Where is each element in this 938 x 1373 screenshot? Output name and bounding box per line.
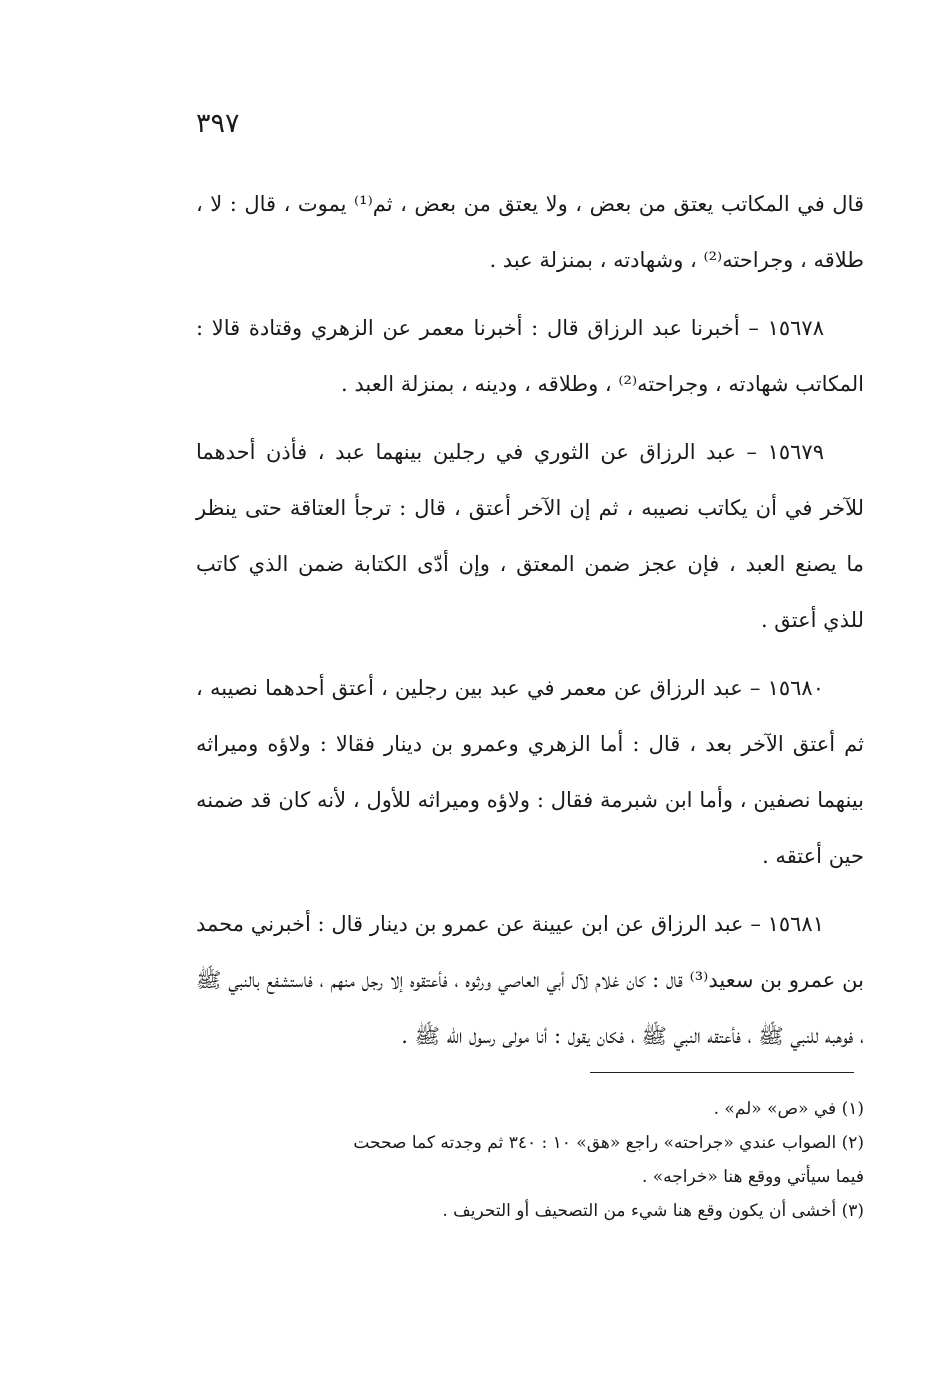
footnote-divider [590, 1072, 854, 1073]
footnote-1: (١) في «ص» «لم» . [713, 1099, 864, 1119]
paragraph-15681: ١٥٦٨١ – عبد الرزاق عن ابن عيينة عن عمرو بن دينار قال : أخبرني محمد بن عمرو بن سعيد⁽³⁾ قال : كان غلام لآل أبي العاصي ورثوه ، فأعتقوه إلا رجل منهم ، فاستشفع بالنبي ﷺ ، فوهبه للنبي ﷺ ، فأعتقه النبي ﷺ ، فكان يقول : أنا مولى رسول الله ﷺ . [196, 912, 864, 1048]
footnote-2: (٢) الصواب عندي «جراحته» راجع «هق» ١٠ : ٣٤٠ ثم وجدته كما صححت [353, 1133, 864, 1153]
main-text [196, 176, 864, 1076]
paragraph-continuation: قال في المكاتب يعتق من بعض ، ولا يعتق من بعض ، ثم⁽¹⁾ يموت ، قال : لا ، طلاقه ، وجراحته⁽²⁾ ، وشهادته ، بمنزلة عبد . [196, 192, 864, 272]
page-number: ٣٩٧ [196, 108, 240, 139]
paragraph-15678: ١٥٦٧٨ – أخبرنا عبد الرزاق قال : أخبرنا معمر عن الزهري وقتادة قالا : المكاتب شهادته ، وجراحته⁽²⁾ ، وطلاقه ، ودينه ، بمنزلة العبد . [196, 316, 864, 396]
footnote-3: (٣) أخشى أن يكون وقع هنا شيء من التصحيف أو التحريف . [442, 1201, 864, 1221]
paragraph-15680: ١٥٦٨٠ – عبد الرزاق عن معمر في عبد بين رجلين ، أعتق أحدهما نصيبه ، ثم أعتق الآخر بعد ، قال : أما الزهري وعمرو بن دينار فقالا : ولاؤه وميراثه بينهما نصفين ، وأما ابن شبرمة فقال : ولاؤه وميراثه للأول ، لأنه كان قد ضمنه حين أعتقه . [196, 676, 864, 868]
footnotes [196, 1092, 864, 1228]
footnote-2-continuation: فيما سيأتي ووقع هنا «خراجه» . [641, 1167, 864, 1187]
paragraph-15679: ١٥٦٧٩ – عبد الرزاق عن الثوري في رجلين بينهما عبد ، فأذن أحدهما للآخر في أن يكاتب نصيبه ، ثم إن الآخر أعتق ، قال : ترجأ العتاقة حتى ينظر ما يصنع العبد ، فإن عجز ضمن المعتق ، وإن أدّى الكتابة ضمن الذي كاتب للذي أعتق . [196, 440, 864, 632]
